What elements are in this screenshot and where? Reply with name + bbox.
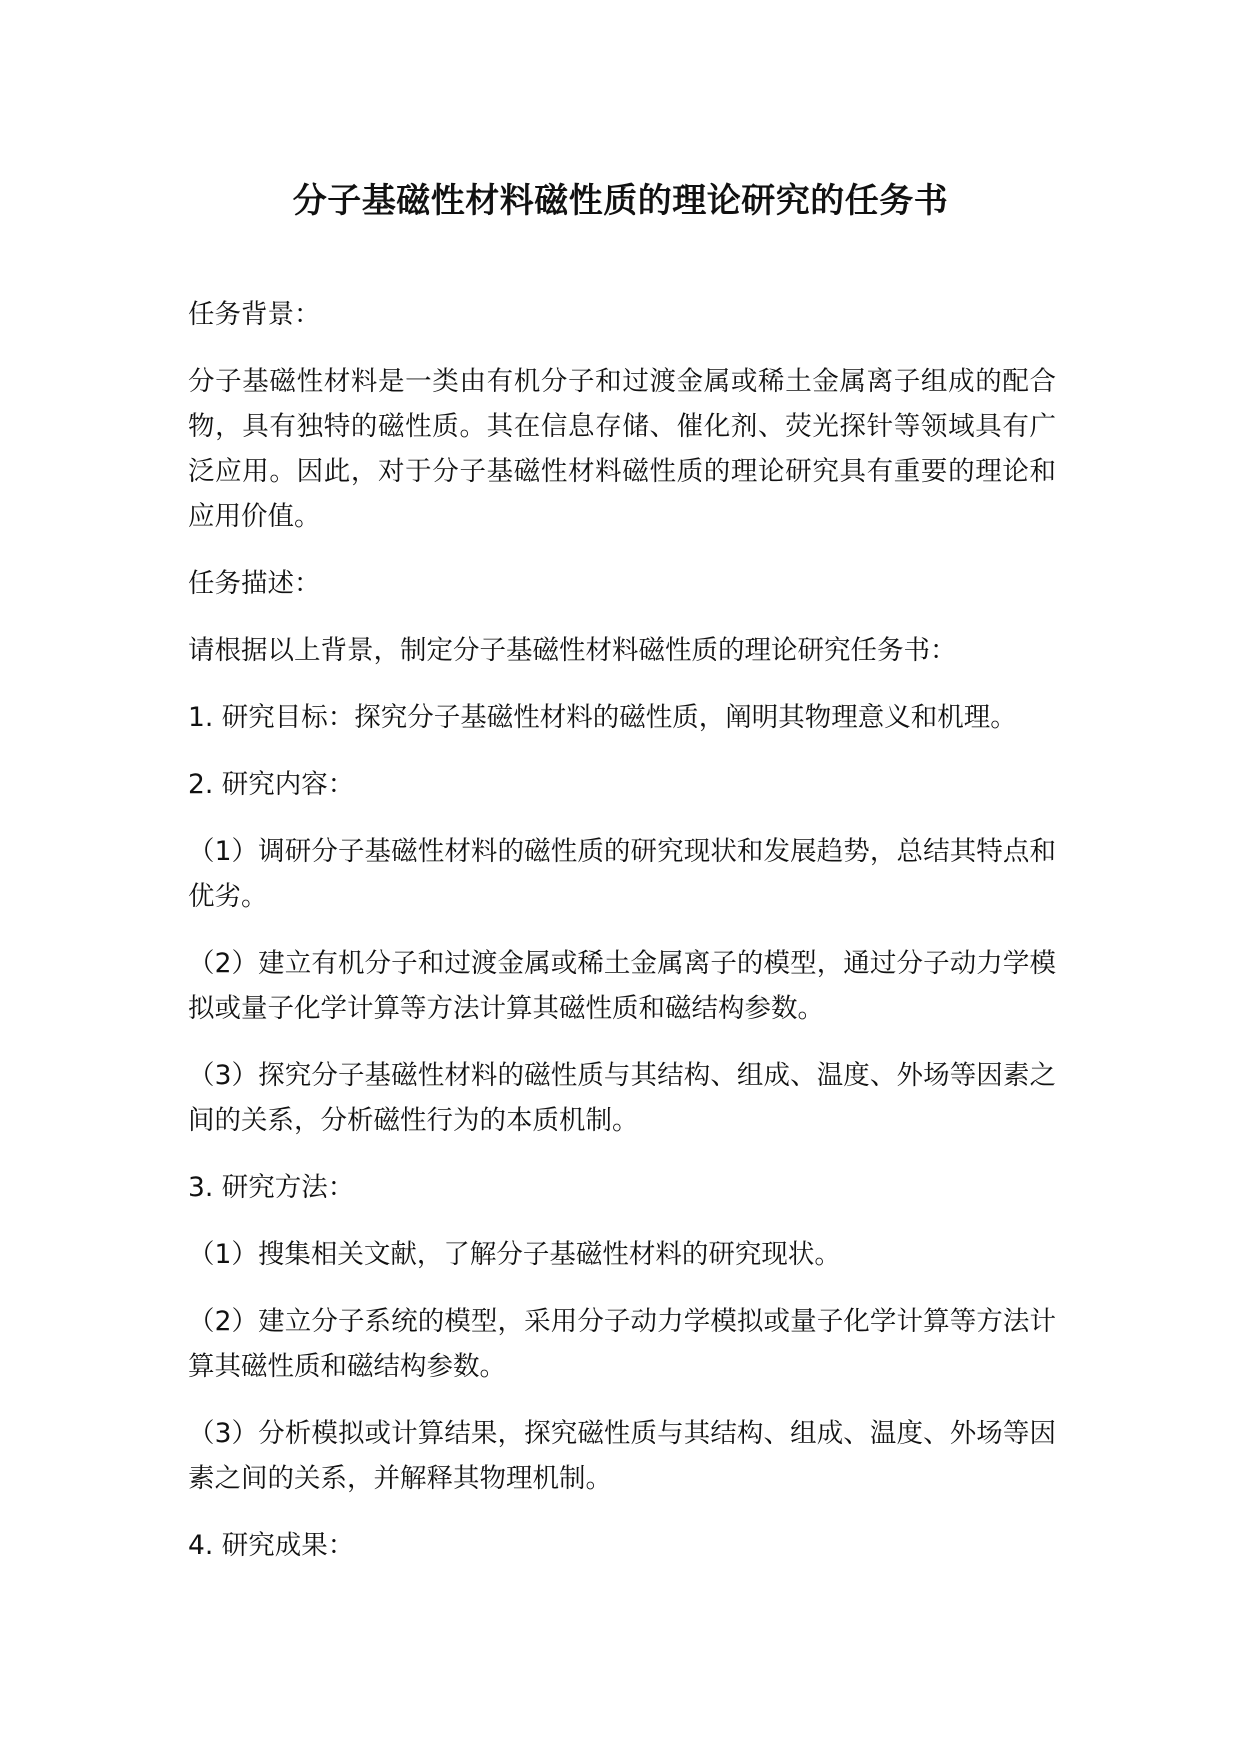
research-method-heading: 3. 研究方法： [188, 1172, 355, 1203]
description-intro: 请根据以上背景，制定分子基磁性材料磁性质的理论研究任务书： [188, 635, 957, 666]
research-content-item-1: （1）调研分子基磁性材料的磁性质的研究现状和发展趋势，总结其特点和优劣。 [188, 836, 1056, 912]
research-method-item-1: （1）搜集相关文献，了解分子基磁性材料的研究现状。 [188, 1239, 841, 1270]
document-body [188, 292, 1056, 1590]
research-method-item-3: （3）分析模拟或计算结果，探究磁性质与其结构、组成、温度、外场等因素之间的关系，并解释其物理机制。 [188, 1418, 1056, 1494]
research-method-item-2: （2）建立分子系统的模型，采用分子动力学模拟或量子化学计算等方法计算其磁性质和磁结构参数。 [188, 1306, 1056, 1382]
section-heading-description: 任务描述： [188, 568, 321, 599]
background-paragraph: 分子基磁性材料是一类由有机分子和过渡金属或稀土金属离子组成的配合物，具有独特的磁性质。其在信息存储、催化剂、荧光探针等领域具有广泛应用。因此，对于分子基磁性材料磁性质的理论研究具有重要的理论和应用价值。 [188, 366, 1056, 532]
research-content-item-2: （2）建立有机分子和过渡金属或稀土金属离子的模型，通过分子动力学模拟或量子化学计算等方法计算其磁性质和磁结构参数。 [188, 948, 1056, 1024]
research-results-heading: 4. 研究成果： [188, 1530, 355, 1561]
document-title: 分子基磁性材料磁性质的理论研究的任务书 [292, 181, 949, 221]
research-content-heading: 2. 研究内容： [188, 769, 355, 800]
research-goal: 1. 研究目标：探究分子基磁性材料的磁性质，阐明其物理意义和机理。 [188, 702, 1017, 733]
research-content-item-3: （3）探究分子基磁性材料的磁性质与其结构、组成、温度、外场等因素之间的关系，分析磁性行为的本质机制。 [188, 1060, 1056, 1136]
section-heading-background: 任务背景： [188, 299, 321, 330]
